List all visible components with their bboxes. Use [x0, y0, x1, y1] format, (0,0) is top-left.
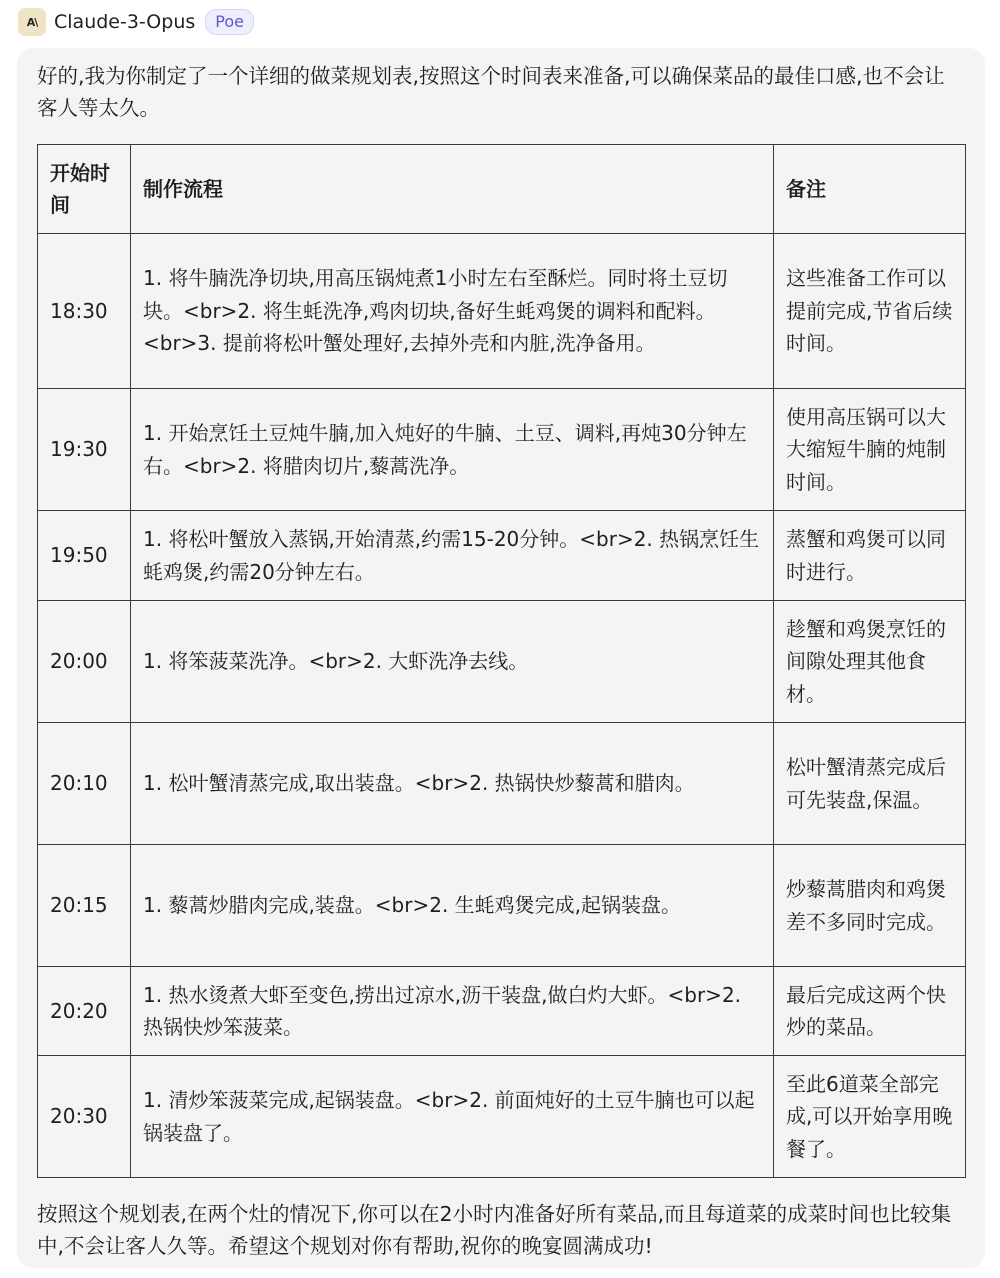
bot-name[interactable]: Claude-3-Opus: [54, 11, 196, 33]
table-row: [38, 389, 966, 511]
cell-time: 19:30: [38, 389, 131, 511]
table-row: [38, 601, 966, 723]
outro-text: 按照这个规划表,在两个灶的情况下,你可以在2小时内准备好所有菜品,而且每道菜的成菜时间也比较集中,不会让客人久等。希望这个规划对你有帮助,祝你的晚宴圆满成功!: [37, 1202, 952, 1258]
message-header: [18, 6, 254, 38]
cell-note: 最后完成这两个快炒的菜品。: [774, 967, 966, 1056]
cell-time: 20:15: [38, 845, 131, 967]
poe-badge: Poe: [205, 9, 254, 35]
schedule-table: [37, 144, 966, 1178]
bot-avatar-icon[interactable]: A\: [18, 8, 46, 36]
cell-process: 1. 将牛腩洗净切块,用高压锅炖煮1小时左右至酥烂。同时将土豆切块。<br>2. 将生蚝洗净,鸡肉切块,备好生蚝鸡煲的调料和配料。<br>3. 提前将松叶蟹处理好,去掉外壳和内脏,洗净备用。: [131, 234, 774, 389]
header-note: 备注: [774, 145, 966, 234]
header-process: 制作流程: [131, 145, 774, 234]
header-time: 开始时间: [38, 145, 131, 234]
table-row: [38, 234, 966, 389]
cell-time: 20:30: [38, 1056, 131, 1178]
cell-process: 1. 将笨菠菜洗净。<br>2. 大虾洗净去线。: [131, 601, 774, 723]
cell-note: 松叶蟹清蒸完成后可先装盘,保温。: [774, 723, 966, 845]
intro-text: 好的,我为你制定了一个详细的做菜规划表,按照这个时间表来准备,可以确保菜品的最佳口感,也不会让客人等太久。: [37, 64, 945, 120]
cell-note: 至此6道菜全部完成,可以开始享用晚餐了。: [774, 1056, 966, 1178]
table-row: [38, 967, 966, 1056]
table-row: [38, 1056, 966, 1178]
cell-time: 20:00: [38, 601, 131, 723]
table-row: [38, 511, 966, 601]
cell-process: 1. 将松叶蟹放入蒸锅,开始清蒸,约需15-20分钟。<br>2. 热锅烹饪生蚝鸡煲,约需20分钟左右。: [131, 511, 774, 601]
cell-note: 炒藜蒿腊肉和鸡煲差不多同时完成。: [774, 845, 966, 967]
cell-process: 1. 藜蒿炒腊肉完成,装盘。<br>2. 生蚝鸡煲完成,起锅装盘。: [131, 845, 774, 967]
cell-time: 18:30: [38, 234, 131, 389]
cell-note: 使用高压锅可以大大缩短牛腩的炖制时间。: [774, 389, 966, 511]
table-row: [38, 845, 966, 967]
cell-time: 20:20: [38, 967, 131, 1056]
cell-note: 这些准备工作可以提前完成,节省后续时间。: [774, 234, 966, 389]
table-header-row: [38, 145, 966, 234]
cell-process: 1. 热水烫煮大虾至变色,捞出过凉水,沥干装盘,做白灼大虾。<br>2. 热锅快炒笨菠菜。: [131, 967, 774, 1056]
cell-process: 1. 开始烹饪土豆炖牛腩,加入炖好的牛腩、土豆、调料,再炖30分钟左右。<br>2. 将腊肉切片,藜蒿洗净。: [131, 389, 774, 511]
cell-time: 19:50: [38, 511, 131, 601]
message-bubble: [17, 48, 985, 1268]
cell-note: 趁蟹和鸡煲烹饪的间隙处理其他食材。: [774, 601, 966, 723]
table-row: [38, 723, 966, 845]
cell-process: 1. 松叶蟹清蒸完成,取出装盘。<br>2. 热锅快炒藜蒿和腊肉。: [131, 723, 774, 845]
cell-note: 蒸蟹和鸡煲可以同时进行。: [774, 511, 966, 601]
cell-time: 20:10: [38, 723, 131, 845]
cell-process: 1. 清炒笨菠菜完成,起锅装盘。<br>2. 前面炖好的土豆牛腩也可以起锅装盘了。: [131, 1056, 774, 1178]
